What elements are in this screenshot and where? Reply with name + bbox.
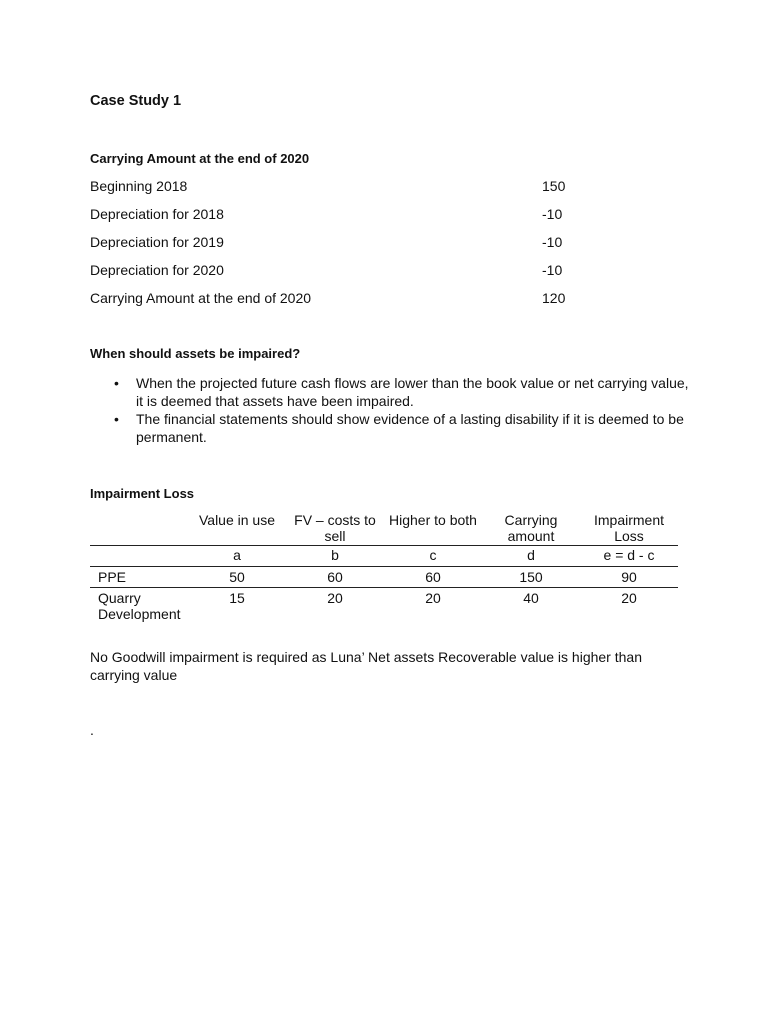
carrying-row-label: Carrying Amount at the end of 2020 (90, 290, 312, 306)
document-title: Case Study 1 (90, 93, 182, 109)
carrying-amount-list (90, 178, 590, 318)
letter-cell: e = d - c (580, 546, 678, 567)
column-header (90, 512, 188, 546)
letter-cell: d (482, 546, 580, 567)
table-cell: 50 (188, 567, 286, 588)
carrying-row (90, 206, 590, 234)
carrying-row-label: Depreciation for 2018 (90, 206, 224, 222)
table-header-row (90, 512, 678, 546)
column-header: Higher to both (389, 512, 477, 528)
column-header: Carrying amount (504, 512, 558, 544)
bullet-text: When the projected future cash flows are lower than the book value or net carrying value, it is deemed that assets have been impaired. (136, 375, 689, 409)
column-header: FV – costs to sell (294, 512, 376, 544)
table-cell: 20 (327, 590, 343, 606)
table-row (90, 588, 678, 625)
carrying-row-label: Depreciation for 2019 (90, 234, 224, 250)
bullet-text: The financial statements should show evidence of a lasting disability if it is deemed to be permanent. (136, 411, 684, 445)
column-header: Value in use (198, 512, 275, 528)
table-cell: 40 (523, 590, 539, 606)
bullet-icon: • (114, 411, 119, 427)
list-item (90, 374, 690, 410)
list-item (90, 410, 690, 446)
carrying-heading: Carrying Amount at the end of 2020 (90, 151, 310, 166)
bullet-icon: • (114, 375, 119, 391)
row-name-cell: PPE (90, 567, 188, 588)
impaired-bullet-list (90, 374, 690, 446)
carrying-row-label: Beginning 2018 (90, 178, 188, 194)
column-header: Impairment Loss (593, 512, 665, 544)
carrying-row-value: -10 (542, 262, 563, 278)
table-cell: 60 (384, 567, 482, 588)
carrying-row (90, 262, 590, 290)
carrying-row (90, 234, 590, 262)
letter-cell: b (286, 546, 384, 567)
table-cell: 20 (425, 590, 441, 606)
carrying-row (90, 178, 590, 206)
impairment-loss-table (90, 512, 678, 624)
letter-cell: a (188, 546, 286, 567)
conclusion-text: No Goodwill impairment is required as Luna’ Net assets Recoverable value is higher than carrying value (90, 649, 642, 683)
table-cell: 150 (482, 567, 580, 588)
carrying-row (90, 290, 590, 318)
table-cell: 60 (286, 567, 384, 588)
table-cell: 15 (229, 590, 245, 606)
table-cell: 90 (580, 567, 678, 588)
letter-cell: c (384, 546, 482, 567)
letter-cell (90, 546, 188, 567)
impairment-loss-heading: Impairment Loss (90, 486, 195, 501)
carrying-row-value: -10 (542, 206, 563, 222)
trailing-mark: . (90, 722, 94, 738)
table-letter-row (90, 546, 678, 567)
impaired-heading: When should assets be impaired? (90, 346, 301, 361)
row-name-cell: Quarry Development (98, 590, 181, 622)
table-cell: 20 (621, 590, 637, 606)
carrying-row-value: 150 (542, 178, 566, 194)
carrying-row-value: 120 (542, 290, 566, 306)
carrying-row-value: -10 (542, 234, 563, 250)
carrying-row-label: Depreciation for 2020 (90, 262, 224, 278)
table-row (90, 567, 678, 588)
